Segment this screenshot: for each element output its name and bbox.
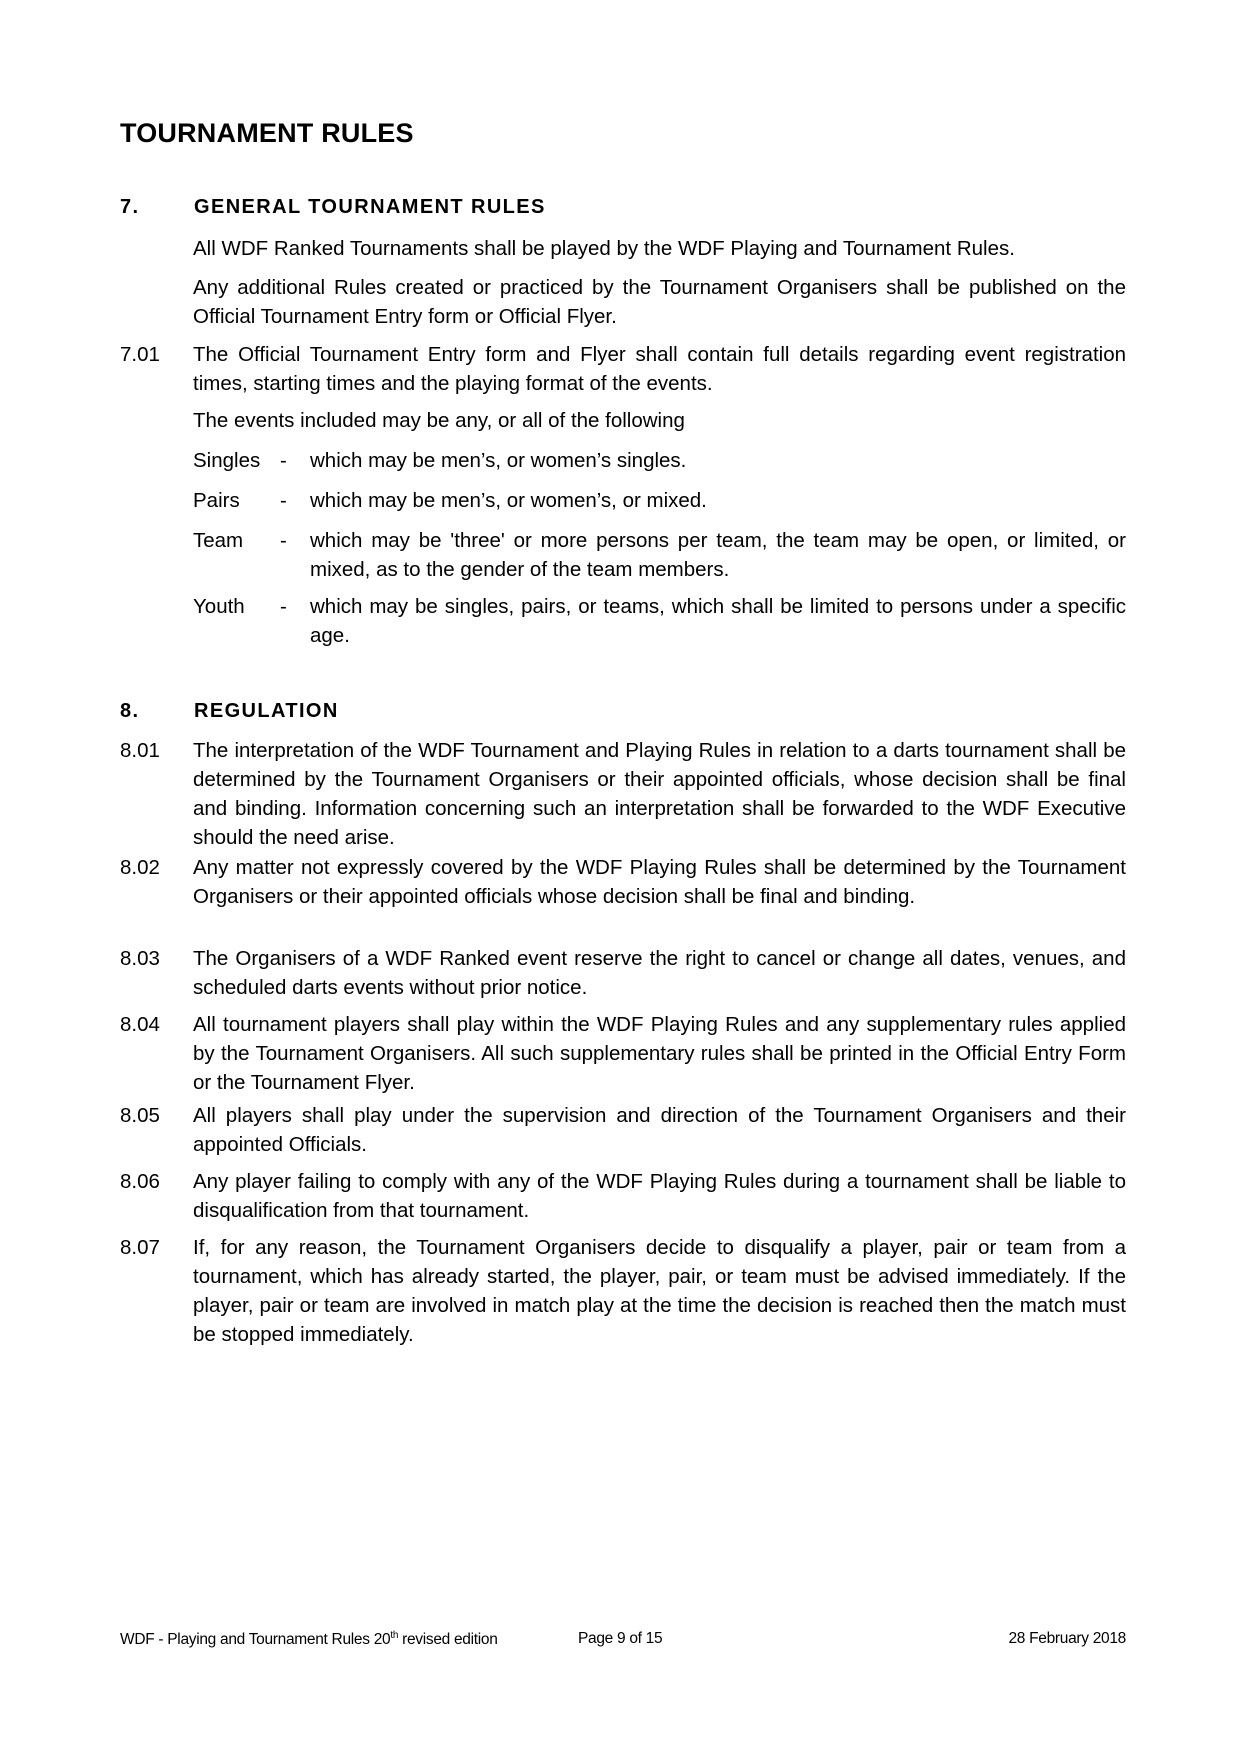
clause-number: 7.01 <box>120 343 160 366</box>
clause-text: The Organisers of a WDF Ranked event reserve the right to cancel or change all dates, venues, and scheduled darts events without prior notice. <box>193 947 1126 999</box>
section-number: 8. <box>120 700 140 722</box>
event-name: Pairs <box>193 489 240 512</box>
clause-7-01 <box>120 340 1126 398</box>
clause-number: 8.05 <box>120 1104 160 1127</box>
events-intro: The events included may be any, or all of the following <box>193 409 685 432</box>
clause-8-07 <box>120 1233 1126 1349</box>
footer-edition <box>120 1630 498 1649</box>
clause-text: Any matter not expressly covered by the WDF Playing Rules shall be determined by the Tournament Organisers or their appointed officials whose decision shall be final and binding. <box>193 856 1126 908</box>
clause-8-03 <box>120 944 1126 1002</box>
footer-edition-superscript: th <box>390 1630 399 1641</box>
section-title: GENERAL TOURNAMENT RULES <box>194 196 546 218</box>
event-row-team <box>193 526 1126 584</box>
event-description: which may be 'three' or more persons per team, the team may be open, or limited, or mixed, as to the gender of the team members. <box>310 529 1126 581</box>
event-dash: - <box>280 449 287 472</box>
event-row-singles <box>193 446 1126 475</box>
event-row-pairs <box>193 486 1126 515</box>
section-7-intro-1: All WDF Ranked Tournaments shall be played by the WDF Playing and Tournament Rules. <box>193 237 1015 260</box>
page-title: TOURNAMENT RULES <box>120 118 414 148</box>
event-name: Youth <box>193 595 245 618</box>
clause-8-06 <box>120 1167 1126 1225</box>
clause-8-01 <box>120 736 1126 852</box>
clause-number: 8.02 <box>120 856 160 879</box>
clause-number: 8.06 <box>120 1170 160 1193</box>
clause-number: 8.07 <box>120 1236 160 1259</box>
section-title: REGULATION <box>194 700 339 722</box>
clause-text: If, for any reason, the Tournament Organisers decide to disqualify a player, pair or team from a tournament, which has already started, the player, pair, or team must be advised immediately. If the player, pair or team are involved in match play at the time the decision is reached then the match must be stopped immediately. <box>193 1236 1126 1346</box>
footer-edition-prefix: WDF - Playing and Tournament Rules 20 <box>120 1631 391 1648</box>
footer-page-number: Page 9 of 15 <box>578 1630 663 1647</box>
event-description: which may be singles, pairs, or teams, which shall be limited to persons under a specific age. <box>310 595 1126 647</box>
clause-text: Any player failing to comply with any of the WDF Playing Rules during a tournament shall be liable to disqualification from that tournament. <box>193 1170 1126 1222</box>
event-description: which may be men’s, or women’s, or mixed. <box>310 489 707 512</box>
clause-number: 8.01 <box>120 739 160 762</box>
section-number: 7. <box>120 196 140 218</box>
clause-text: The Official Tournament Entry form and Flyer shall contain full details regarding event registration times, starting times and the playing format of the events. <box>193 343 1126 395</box>
event-dash: - <box>280 595 287 618</box>
clause-8-04 <box>120 1010 1126 1097</box>
page-footer <box>120 1630 1126 1652</box>
clause-8-02 <box>120 853 1126 911</box>
event-dash: - <box>280 529 287 552</box>
clause-number: 8.04 <box>120 1013 160 1036</box>
event-name: Singles <box>193 449 261 472</box>
event-dash: - <box>280 489 287 512</box>
footer-edition-suffix: revised edition <box>398 1631 498 1648</box>
clause-number: 8.03 <box>120 947 160 970</box>
event-description: which may be men’s, or women’s singles. <box>310 449 687 472</box>
event-name: Team <box>193 529 244 552</box>
section-7-intro-2: Any additional Rules created or practiced by the Tournament Organisers shall be published on the Official Tournament Entry form or Official Flyer. <box>193 276 1126 328</box>
footer-date: 28 February 2018 <box>1008 1630 1126 1647</box>
clause-text: All tournament players shall play within the WDF Playing Rules and any supplementary rules applied by the Tournament Organisers. All such supplementary rules shall be printed in the Official Entry Form or the Tournament Flyer. <box>193 1013 1126 1094</box>
clause-text: The interpretation of the WDF Tournament and Playing Rules in relation to a darts tournament shall be determined by the Tournament Organisers or their appointed officials, whose decision shall be final and binding. Information concerning such an interpretation shall be forwarded to the WDF Executive should the need arise. <box>193 739 1126 849</box>
clause-8-05 <box>120 1101 1126 1159</box>
clause-text: All players shall play under the supervision and direction of the Tournament Organisers and their appointed Officials. <box>193 1104 1126 1156</box>
event-row-youth <box>193 592 1126 650</box>
